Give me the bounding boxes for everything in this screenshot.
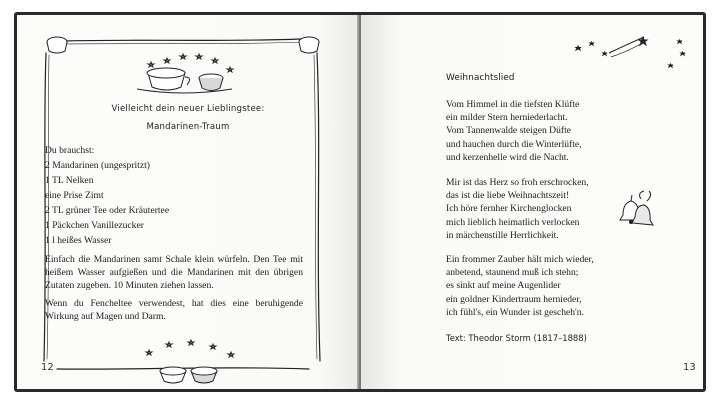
- ingredient-list: [45, 143, 169, 248]
- poem-stanza: Ein frommer Zauber hält mich wieder, anbetend, staunend muß ich stehn; es sinkt auf meine Augenlider ein goldner Kindertraum hernieder, ich fühl's, ein Wunder ist gescheh'n.: [446, 254, 594, 318]
- left-page: [17, 15, 359, 389]
- tip-paragraph: Wenn du Fencheltee verwendest, hat dies eine beruhigende Wirkung auf Magen und Darm.: [45, 298, 303, 323]
- page-number: 13: [683, 362, 696, 373]
- open-book: [14, 12, 706, 392]
- list-item: 2 TL grüner Tee oder Kräutertee: [45, 205, 170, 216]
- right-page: [361, 15, 703, 389]
- list-item: 1 Päckchen Vanillezucker: [45, 220, 144, 231]
- poem-stanza: Mir ist das Herz so froh erschrocken, das ist die liebe Weihnachtszeit! Ich höre fernher Kirchenglocken mich lieblich heimatlich verlocken in märchenstille Herrlichkeit.: [446, 177, 589, 241]
- list-item: 2 Mandarinen (ungespritzt): [45, 160, 150, 171]
- teacups-with-stars-icon: [137, 54, 233, 93]
- poem-credit: Text: Theodor Storm (1817–1888): [446, 333, 587, 343]
- poem-stanza: Vom Himmel in die tiefsten Klüfte ein milder Stern herniederlacht. Vom Tannenwalde steigen Düfte und hauchen durch die Winterlüfte, und kerzenhelle wird die Nacht.: [446, 99, 582, 163]
- instructions-paragraph: Einfach die Mandarinen samt Schale klein würfeln. Den Tee mit heißem Wasser aufgießen und die Mandarinen mit den übrigen Zutaten zugeben. 10 Minuten ziehen lassen.: [45, 254, 303, 292]
- list-item: 1 l heißes Wasser: [45, 235, 112, 246]
- list-item: eine Prise Zimt: [45, 190, 104, 201]
- christmas-bells-icon: [620, 191, 653, 225]
- teacups-with-stars-icon: [146, 340, 234, 383]
- page-number: 12: [41, 362, 54, 373]
- shooting-star-icon: [576, 37, 685, 67]
- recipe-intro: Vielleicht dein neuer Lieblingstee:: [111, 104, 265, 114]
- list-item: 1 TL Nelken: [45, 175, 94, 186]
- needs-label: Du brauchst:: [45, 145, 95, 156]
- recipe-title: Mandarinen-Traum: [146, 122, 230, 132]
- poem-title: Weihnachtslied: [446, 73, 515, 83]
